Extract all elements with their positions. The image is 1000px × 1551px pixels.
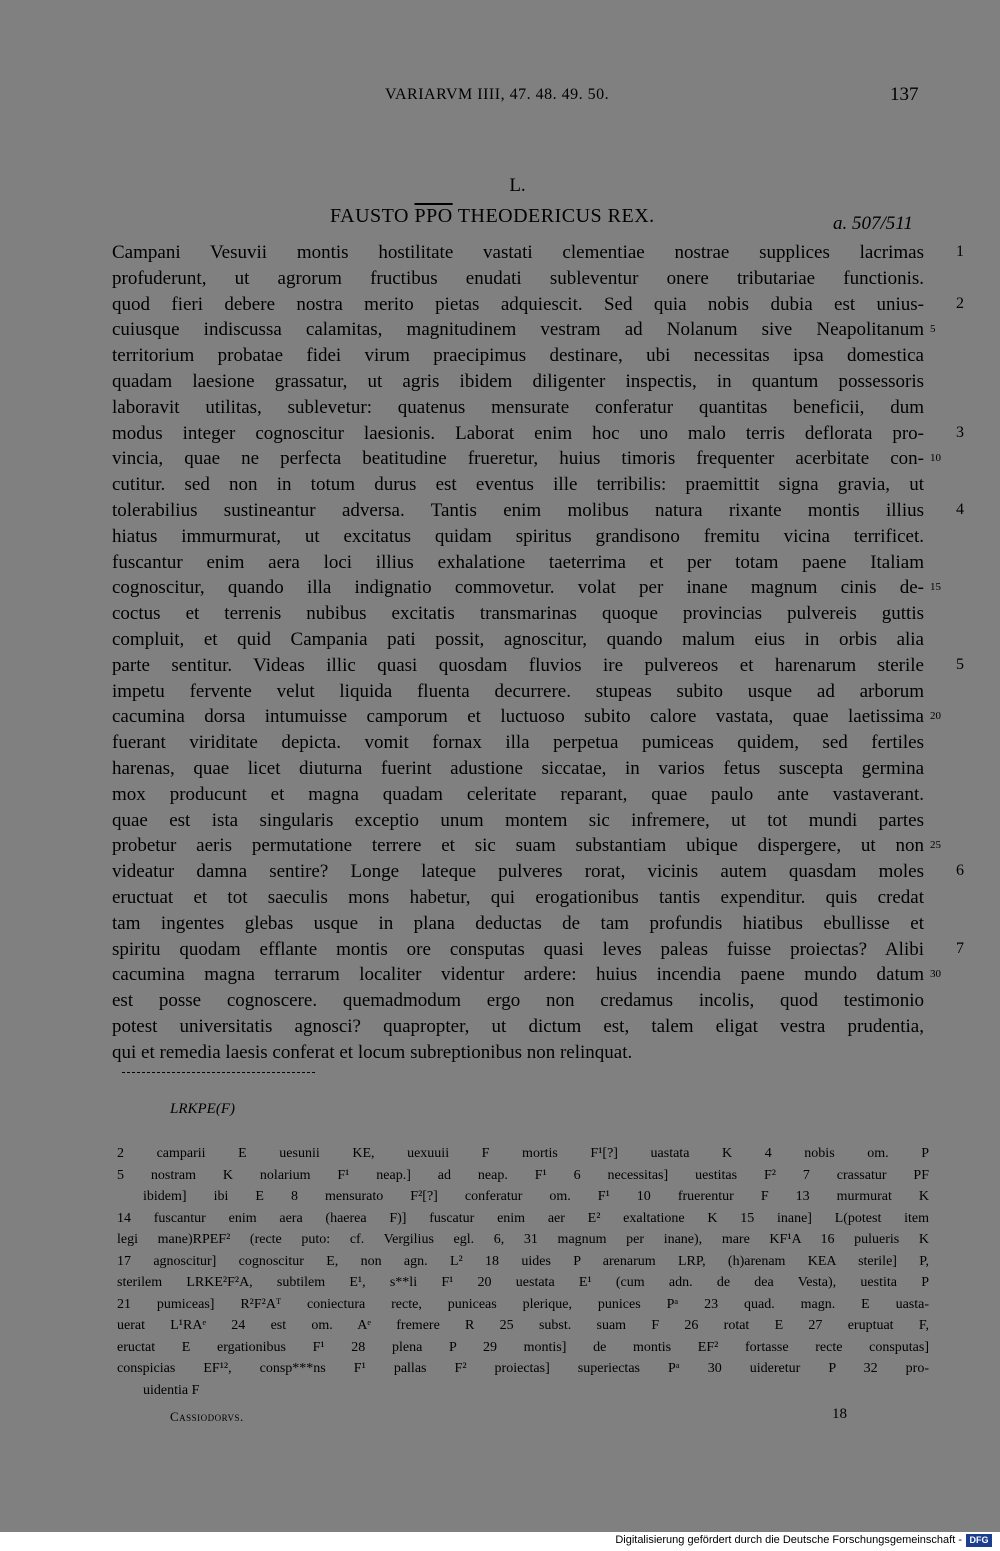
- text-line: est posse cognoscere. quemadmodum ergo non credamus incolis, quod testimonio: [112, 990, 924, 1012]
- text-line: cutitur. sed non in totum durus est eventus ille terribilis: praemittit signa gravia, ut: [112, 474, 924, 496]
- apparatus-line: ibidem] ibi E 8 mensurato F²[?] conferatur om. F¹ 10 fruerentur F 13 murmurat K: [143, 1189, 929, 1204]
- heading-addressee: FAUSTO: [330, 205, 415, 227]
- text-line: harenas, quae licet diuturna fuerint adustione siccatae, in varios fetus suscepta germina: [112, 757, 924, 779]
- digitization-note: Digitalisierung gefördert durch die Deutsche Forschungsgemeinschaft -: [615, 1534, 962, 1546]
- text-line: fuscantur enim aera loci illius exhalatione taeterrima et per totam paene Italiam: [112, 551, 924, 573]
- apparatus-line: uerat L¹RAᵉ 24 est om. Aᵉ fremere R 25 subst. suam F 26 rotat E 27 eruptuat F,: [117, 1318, 929, 1333]
- text-line: modus integer cognoscitur laesionis. Laborat enim hoc uno malo terris deflorata pro-: [112, 422, 924, 444]
- page-number: 137: [890, 84, 919, 105]
- apparatus-line: 5 nostram K nolarium F¹ neap.] ad neap. F¹ 6 necessitas] uestitas F² 7 crassatur PF: [117, 1167, 929, 1183]
- apparatus-line: uidentia F: [143, 1382, 200, 1398]
- text-line: impetu fervente velut liquida fluenta decurrere. stupeas subito usque ad arborum: [112, 680, 924, 702]
- letter-date: a. 507/511: [833, 213, 913, 234]
- text-line: videatur damna sentire? Longe lateque pulveres rorat, vicinis autem quasdam moles: [112, 861, 924, 883]
- text-line: parte sentitur. Videas illic quasi quosdam fluvios ire pulvereos et harenarum sterile: [112, 654, 924, 676]
- text-line: qui et remedia laesis conferat et locum subreptionibus non relinquat.: [112, 1041, 633, 1063]
- running-head: VARIARVM IIII, 47. 48. 49. 50.: [385, 86, 610, 103]
- paragraph-number: 7: [956, 939, 964, 957]
- manuscript-sigla: LRKPE(F): [170, 1101, 235, 1117]
- text-line: compluit, et quid Campania pati possit, agnoscitur, quando malum eius in orbis alia: [112, 628, 924, 650]
- apparatus-line: legi mane)RPEF² (recte puto: cf. Vergilius egl. 6, 31 magnum per inane), mare KF¹A 16 pulueris K: [117, 1232, 929, 1247]
- margin-line-number: 20: [930, 710, 941, 723]
- margin-line-number: 15: [930, 581, 941, 594]
- text-line: probetur aeris permutatione terrere et sic suam substantiam ubique dispergere, ut non: [112, 835, 924, 857]
- apparatus-line: 17 agnoscitur] cognoscitur E, non agn. L² 18 uides P arenarum LRP, (h)arenam KEA sterile] P,: [117, 1253, 929, 1269]
- printer-signature-mark: 18: [832, 1406, 847, 1422]
- heading-ppo-abbreviation: $\overline{PPO}$: [414, 205, 453, 227]
- apparatus-line: conspicias EF¹², consp***ns F¹ pallas F² proiectas] superiectas Pᵃ 30 uideretur P 32 pro-: [117, 1361, 929, 1376]
- paragraph-number: 5: [956, 655, 964, 673]
- footnote-divider: [122, 1072, 315, 1073]
- text-line: cuiusque indiscussa calamitas, magnitudinem vestram ad Nolanum sive Neapolitanum: [112, 319, 924, 341]
- apparatus-line: 14 fuscantur enim aera (haerea F)] fuscatur enim aer E² exaltatione K 15 inane] L(potest item: [117, 1210, 929, 1226]
- paragraph-number: 3: [956, 423, 964, 441]
- text-line: profuderunt, ut agrorum fructibus enudati subleventur onere tributariae functionis.: [112, 267, 924, 289]
- dfg-logo: DFG: [966, 1534, 992, 1547]
- apparatus-line: sterilem LRKE²F²A, subtilem E¹, s**li F¹ 20 uestata E¹ (cum adn. de dea Vesta), uestita P: [117, 1275, 929, 1290]
- text-line: coctus et terrenis nubibus excitatis transmarinas quoque provincias pulvereis guttis: [112, 603, 924, 625]
- text-line: potest universitatis agnosci? quapropter, ut dictum est, talem eligat vestra prudentia,: [112, 1015, 924, 1037]
- paragraph-number: 6: [956, 862, 964, 880]
- text-line: quod fieri debere nostra merito pietas adquiescit. Sed quia nobis dubia est unius-: [112, 293, 924, 315]
- text-line: cognoscitur, quando illa indignatio commovetur. volat per inane magnum cinis de-: [112, 577, 924, 599]
- text-line: eructuat et tot saeculis mons habetur, qui erogationibus tantis expenditur. quis credat: [112, 886, 924, 908]
- letter-heading: [330, 205, 655, 228]
- paragraph-number: 1: [956, 243, 964, 260]
- text-line: fuerant viriditate depicta. vomit fornax illa perpetua pumiceas quidem, sed fertiles: [112, 732, 924, 754]
- text-line: mox producunt et magna quadam celeritate reparant, quae paulo ante vastaverant.: [112, 783, 924, 805]
- text-line: laboravit utilitas, sublevetur: quatenus mensurate conferatur quantitas beneficii, dum: [112, 396, 924, 418]
- margin-line-number: 5: [930, 323, 936, 336]
- text-line: vincia, quae ne perfecta beatitudine frueretur, huius timoris frequenter acerbitate con-: [112, 448, 924, 470]
- paragraph-number: 4: [956, 501, 964, 518]
- text-line: territorium probatae fidei virum praecipimus destinare, ubi necessitas ipsa domestica: [112, 345, 924, 367]
- heading-sender: THEODERICUS REX.: [452, 205, 655, 227]
- text-line: cacumina dorsa intumuisse camporum et luctuoso subito calore vastata, quae laetissima: [112, 706, 924, 728]
- text-line: spiritu quodam efflante montis ore consputas quasi leves paleas fuisse proiectas? Alibi: [112, 938, 924, 960]
- apparatus-line: eructat E ergationibus F¹ 28 plena P 29 montis] de montis EF² fortasse recte consputas]: [117, 1339, 929, 1355]
- margin-line-number: 10: [930, 452, 941, 465]
- chapter-number: L.: [509, 175, 526, 196]
- text-line: Campani Vesuvii montis hostilitate vastati clementiae nostrae supplices lacrimas: [112, 242, 924, 263]
- paragraph-number: 2: [956, 294, 964, 312]
- text-line: cacumina magna terrarum localiter videntur ardere: huius incendia paene mundo datum: [112, 964, 924, 986]
- margin-line-number: 30: [930, 968, 941, 981]
- text-line: quadam laesione grassatur, ut agris ibidem diligenter inspectis, in quantum possessoris: [112, 370, 924, 392]
- critical-apparatus: [117, 1143, 929, 1401]
- letter-body: [112, 240, 924, 1066]
- margin-line-number: 25: [930, 839, 941, 852]
- apparatus-line: 21 pumiceas] R²F²Aᵀ coniectura recte, puniceas plerique, punices Pᵃ 23 quad. magn. E uasta-: [117, 1296, 929, 1312]
- text-line: quae est ista singularis exceptio unum montem sic infremere, ut tot mundi partes: [112, 809, 924, 831]
- text-line: tolerabilius sustineantur adversa. Tantis enim molibus natura rixante montis illius: [112, 499, 924, 521]
- apparatus-line: 2 camparii E uesunii KE, uexuuii F mortis F¹[?] uastata K 4 nobis om. P: [117, 1146, 929, 1161]
- text-line: tam ingentes glebas usque in plana deductas de tam profundis hiatibus ebullisse et: [112, 912, 924, 934]
- author-signature-line: Cassiodorvs.: [170, 1409, 244, 1424]
- text-line: hiatus immurmurat, ut excitatus quidam spiritus grandisono fremitu vicina terrificet.: [112, 525, 924, 547]
